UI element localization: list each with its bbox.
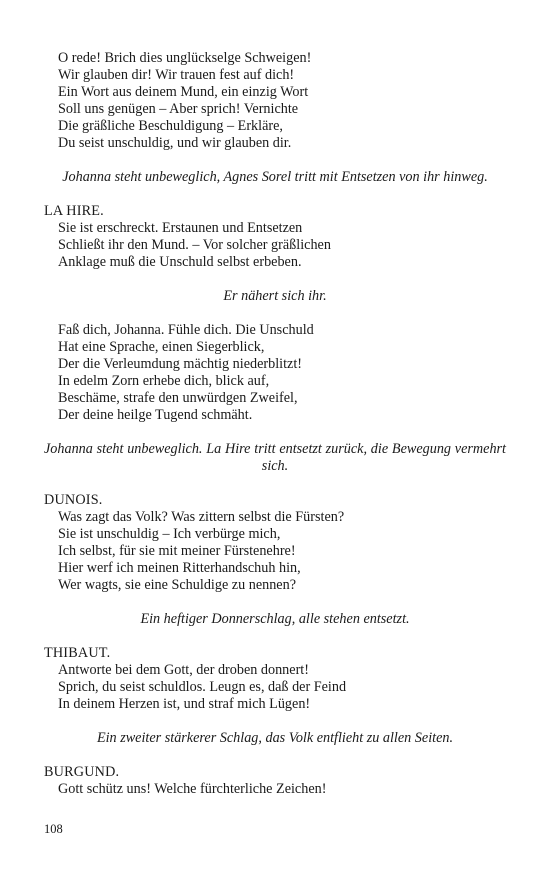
speaker-name: LA HIRE.	[44, 203, 104, 219]
verse-line: Anklage muß die Unschuld selbst erbeben.	[58, 254, 302, 270]
verse-block	[44, 220, 506, 271]
verse-line: Sprich, du seist schuldlos. Leugn es, daß der Feind	[58, 679, 347, 695]
stage-direction: Johanna steht unbeweglich. La Hire tritt entsetzt zurück, die Bewegung vermehrt sich.	[44, 441, 506, 474]
verse-line: Wer wagts, sie eine Schuldige zu nennen?	[58, 577, 296, 593]
stage-direction: Ein heftiger Donnerschlag, alle stehen entsetzt.	[140, 611, 410, 627]
stage-direction: Johanna steht unbeweglich, Agnes Sorel tritt mit Entsetzen von ihr hinweg.	[62, 169, 488, 185]
verse-line: Hier werf ich meinen Ritterhandschuh hin,	[58, 560, 301, 576]
verse-line: Die gräßliche Beschuldigung – Erkläre,	[58, 118, 283, 134]
stage-direction: Er nähert sich ihr.	[223, 288, 327, 304]
page-body	[44, 50, 506, 798]
page-number: 108	[44, 822, 63, 836]
speaker-name: THIBAUT.	[44, 645, 111, 661]
verse-line: Hat eine Sprache, einen Siegerblick,	[58, 339, 265, 355]
verse-block	[44, 50, 506, 152]
verse-line: Wir glauben dir! Wir trauen fest auf dich!	[58, 67, 295, 83]
verse-line: Sie ist erschreckt. Erstaunen und Entsetzen	[58, 220, 303, 236]
verse-line: Schließt ihr den Mund. – Vor solcher gräßlichen	[58, 237, 331, 253]
verse-line: Der deine heilge Tugend schmäht.	[58, 407, 253, 423]
speaker-name: BURGUND.	[44, 764, 120, 780]
speaker-name: DUNOIS.	[44, 492, 103, 508]
verse-line: Der die Verleumdung mächtig niederblitzt!	[58, 356, 302, 372]
stage-direction: Ein zweiter stärkerer Schlag, das Volk entflieht zu allen Seiten.	[96, 730, 454, 746]
verse-line: Soll uns genügen – Aber sprich! Vernichte	[58, 101, 299, 117]
verse-line: Du seist unschuldig, und wir glauben dir.	[58, 135, 292, 151]
verse-line: O rede! Brich dies unglückselge Schweigen!	[58, 50, 312, 66]
verse-line: Ein Wort aus deinem Mund, ein einzig Wort	[58, 84, 309, 100]
verse-block	[44, 781, 506, 798]
verse-line: Gott schütz uns! Welche fürchterliche Zeichen!	[58, 781, 327, 797]
verse-line: Beschäme, strafe den unwürdgen Zweifel,	[58, 390, 298, 406]
verse-line: In edelm Zorn erhebe dich, blick auf,	[58, 373, 270, 389]
verse-block	[44, 509, 506, 594]
verse-block	[44, 322, 506, 424]
verse-line: Ich selbst, für sie mit meiner Fürstenehre!	[58, 543, 296, 559]
verse-line: Faß dich, Johanna. Fühle dich. Die Unschuld	[58, 322, 314, 338]
verse-line: Sie ist unschuldig – Ich verbürge mich,	[58, 526, 281, 542]
verse-line: In deinem Herzen ist, und straf mich Lügen!	[58, 696, 311, 712]
verse-block	[44, 662, 506, 713]
verse-line: Was zagt das Volk? Was zittern selbst die Fürsten?	[58, 509, 345, 525]
verse-line: Antworte bei dem Gott, der droben donnert!	[58, 662, 309, 678]
